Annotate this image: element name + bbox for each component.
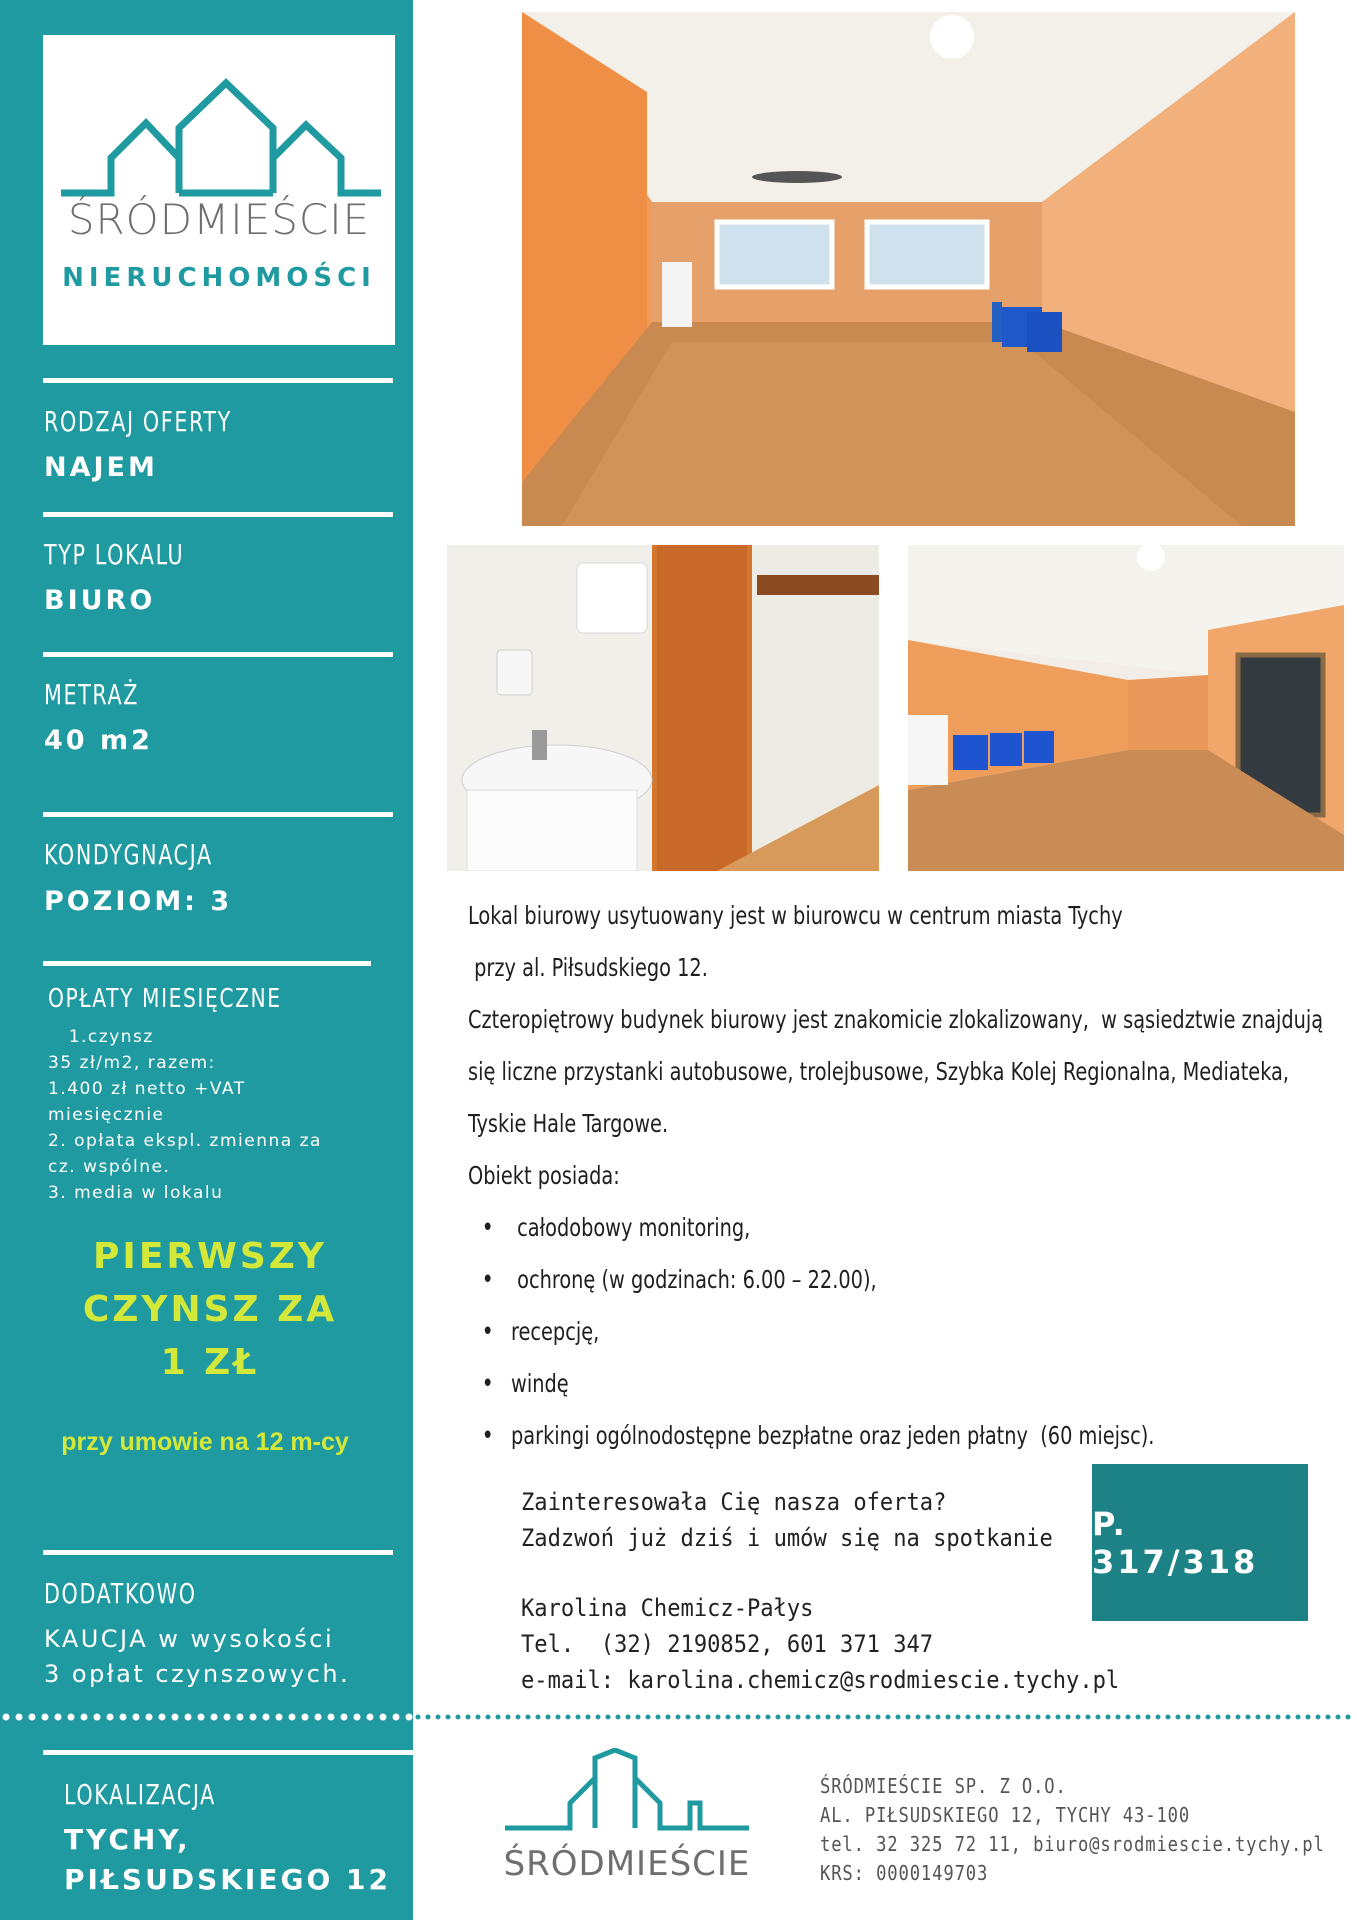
list-item: • ochronę (w godzinach: 6.00 – 22.00), — [468, 1254, 1345, 1306]
premises-type-value: BIURO — [44, 585, 156, 616]
promo-note: przy umowie na 12 m-cy — [61, 1428, 349, 1456]
floor-value: POZIOM: 3 — [44, 886, 233, 917]
location-value — [64, 1820, 391, 1900]
location-line: PIŁSUDSKIEGO 12 — [64, 1863, 391, 1896]
fees-line: 1.400 zł netto +VAT — [48, 1079, 246, 1099]
footer-krs: KRS: 0000149703 — [820, 1861, 989, 1885]
area-value: 40 m2 — [44, 725, 153, 756]
brand-subtitle: NIERUCHOMOŚCI — [62, 263, 376, 293]
footer-company: ŚRÓDMIEŚCIE SP. Z O.O. — [820, 1774, 1067, 1798]
promo-line: PIERWSZY — [93, 1236, 327, 1277]
divider — [43, 1750, 413, 1755]
description-line: przy al. Piłsudskiego 12. — [468, 953, 708, 982]
bathroom-photo — [447, 545, 879, 871]
description-line: Lokal biurowy usytuowany jest w biurowcu w centrum miasta Tychy — [468, 901, 1123, 930]
contact-phone[interactable]: Tel. (32) 2190852, 601 371 347 — [521, 1630, 934, 1658]
promo-headline — [30, 1230, 390, 1389]
list-item: • całodobowy monitoring, — [468, 1202, 1345, 1254]
fees-line: miesięcznie — [48, 1105, 165, 1125]
footer-address: AL. PIŁSUDSKIEGO 12, TYCHY 43-100 — [820, 1803, 1191, 1827]
houses-logo-icon — [51, 53, 387, 203]
sidebar — [0, 0, 413, 1920]
offer-type-value: NAJEM — [44, 452, 158, 483]
offer-type-label: RODZAJ OFERTY — [44, 405, 232, 438]
office-second-photo — [908, 545, 1344, 871]
contact-name: Karolina Chemicz-Pałys — [521, 1594, 814, 1622]
location-line: TYCHY, — [64, 1823, 191, 1856]
divider — [43, 652, 393, 657]
fees-line: 1.czynsz — [48, 1027, 154, 1047]
footer-logo-icon — [500, 1748, 754, 1848]
extra-text — [44, 1622, 350, 1692]
brand-logo — [43, 35, 395, 345]
brand-name: ŚRÓDMIEŚCIE — [67, 195, 371, 244]
room-number-badge: P. 317/318 — [1092, 1464, 1308, 1621]
location-label: LOKALIZACJA — [64, 1778, 216, 1811]
divider — [43, 812, 393, 817]
floor-label: KONDYGNACJA — [44, 838, 213, 871]
divider — [43, 1550, 393, 1555]
divider — [43, 961, 371, 966]
area-label: METRAŻ — [44, 678, 140, 711]
fees-line: 2. opłata ekspl. zmienna za — [48, 1131, 322, 1151]
promo-line: CZYNSZ ZA — [82, 1289, 338, 1330]
fees-list — [48, 1024, 388, 1206]
divider — [43, 512, 393, 517]
contact-prompt: Zainteresowała Cię nasza oferta? — [521, 1488, 947, 1516]
description-line: Tyskie Hale Targowe. — [468, 1109, 669, 1138]
divider — [43, 378, 393, 383]
contact-email[interactable]: e-mail: karolina.chemicz@srodmiescie.tychy.pl — [521, 1666, 1120, 1694]
list-item: • windę — [468, 1358, 1345, 1410]
footer-company-info — [820, 1772, 1325, 1888]
extra-label: DODATKOWO — [44, 1577, 197, 1610]
footer-tel[interactable]: tel. 32 325 72 11, biuro@srodmiescie.tychy.pl — [820, 1832, 1325, 1856]
description — [468, 890, 1345, 1462]
amenities-title: Obiekt posiada: — [468, 1161, 620, 1190]
fees-line: 3. media w lokalu — [48, 1183, 224, 1203]
description-line: się liczne przystanki autobusowe, trolejbusowe, Szybka Kolej Regionalna, Mediateka, — [468, 1057, 1290, 1086]
list-item: • parkingi ogólnodostępne bezpłatne oraz jeden płatny (60 miejsc). — [468, 1410, 1345, 1462]
office-main-photo — [522, 12, 1295, 526]
extra-line: 3 opłat czynszowych. — [44, 1660, 351, 1688]
list-item: • recepcję, — [468, 1306, 1345, 1358]
dotted-divider — [0, 1711, 1357, 1723]
premises-type-label: TYP LOKALU — [44, 538, 185, 571]
fees-line: 35 zł/m2, razem: — [48, 1053, 216, 1073]
description-line: Czteropiętrowy budynek biurowy jest znakomicie zlokalizowany, w sąsiedztwie znajdują — [468, 1005, 1324, 1034]
footer-brand-name: ŚRÓDMIEŚCIE — [503, 1844, 751, 1884]
fees-title: OPŁATY MIESIĘCZNE — [48, 984, 282, 1014]
promo-line: 1 ZŁ — [160, 1342, 260, 1383]
contact-block — [521, 1484, 1119, 1698]
extra-line: KAUCJA w wysokości — [44, 1625, 335, 1653]
amenities-list — [468, 1202, 1345, 1462]
fees-line: cz. wspólne. — [48, 1157, 171, 1177]
contact-prompt: Zadzwoń już dziś i umów się na spotkanie — [521, 1524, 1053, 1552]
